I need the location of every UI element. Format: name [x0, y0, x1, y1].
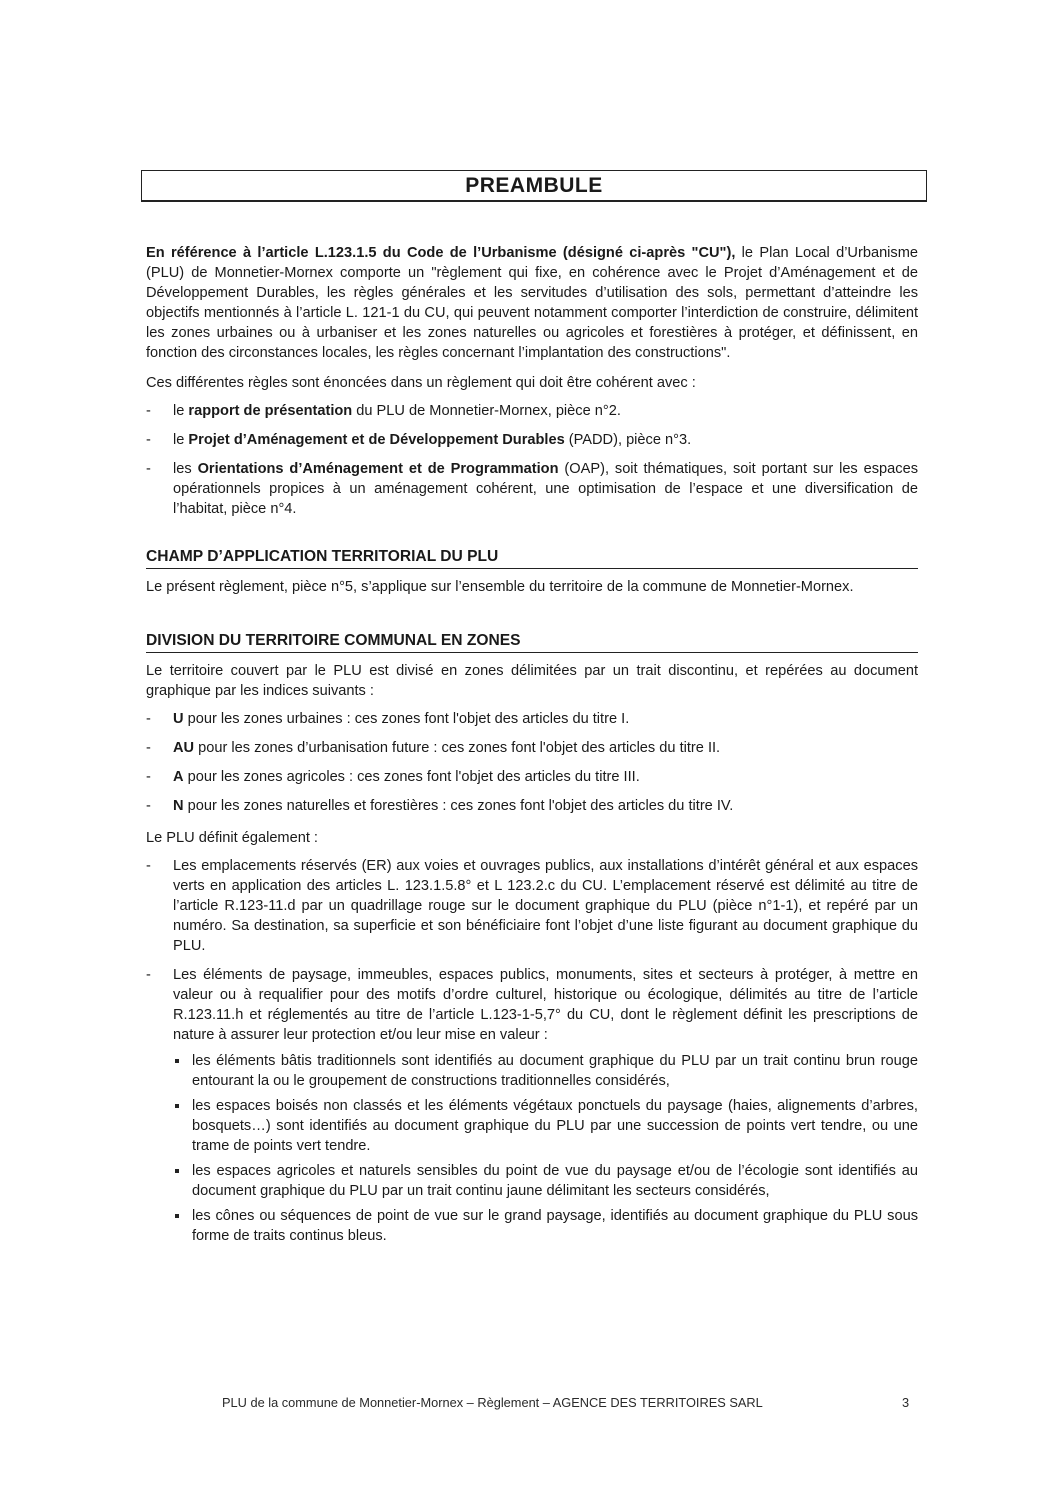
coherence-item: [146, 401, 918, 421]
zone-text: pour les zones naturelles et forestières : ces zones font l'objet des articles du titre IV.: [183, 798, 734, 814]
coherence-item: [146, 459, 918, 519]
title-box: [141, 170, 927, 202]
page-number: 3: [902, 1395, 910, 1410]
item-suffix: (OAP), soit thématiques, soit portant sur les espaces opérationnels propices à un aménagement cohérent, une optimisation de l’espace et une diversification de l’habitat, pièce n°4.: [173, 461, 918, 517]
intro-text: le Plan Local d’Urbanisme (PLU) de Monnetier-Mornex comporte un "règlement qui fixe, en cohérence avec le Projet d’Aménagement et de Développement Durables, les règles générales et les servitudes d’utilisation des sols, permettant d’atteindre les objectifs mentionnés à l’article L. 121-1 du CU, qui peuvent notamment comporter l’interdiction de construire, délimitent les zones urbaines ou à urbaniser et les zones naturelles ou agricoles et forestières à protéger, et définissent, en fonction des circonstances locales, les règles concernant l’implantation des constructions".: [146, 245, 918, 361]
item-suffix: du PLU de Monnetier-Mornex, pièce n°2.: [352, 403, 621, 419]
item-suffix: (PADD), pièce n°3.: [564, 432, 692, 448]
also-text: Les éléments de paysage, immeubles, espaces publics, monuments, sites et secteurs à protéger, à mettre en valeur ou à requalifier pour des motifs d’ordre culturel, historique ou écologique, délimités au titre de l’article R.123.11.h et réglementés au titre de l’article L.123-1-5,7° du CU, dont le règlement définit les prescriptions de nature à assurer leur protection et/ou leur mise en valeur :: [173, 967, 918, 1043]
document-body: [146, 243, 918, 1255]
zone-text: pour les zones urbaines : ces zones font l'objet des articles du titre I.: [183, 711, 630, 727]
sub-list: [173, 1051, 918, 1246]
also-item: [146, 856, 918, 956]
sub-item: les éléments bâtis traditionnels sont identifiés au document graphique du PLU par un trait continu brun rouge entourant la ou le groupement de constructions traditionnelles considérés,: [173, 1051, 918, 1091]
footer-text: PLU de la commune de Monnetier-Mornex – Règlement – AGENCE DES TERRITOIRES SARL: [222, 1395, 763, 1410]
also-list: [146, 856, 918, 1246]
zone-code: U: [173, 711, 184, 727]
coherence-list: [146, 401, 918, 519]
zone-item: [146, 767, 918, 787]
sub-item: les cônes ou séquences de point de vue sur le grand paysage, identifiés au document graphique du PLU sous forme de traits continus bleus.: [173, 1206, 918, 1246]
zone-text: pour les zones agricoles : ces zones font l'objet des articles du titre III.: [183, 769, 640, 785]
sub-item: les espaces boisés non classés et les éléments végétaux ponctuels du paysage (haies, alignements d’arbres, bosquets…) sont identifiés au document graphique du PLU par une succession de points vert tendre, ou une trame de points vert tendre.: [173, 1096, 918, 1156]
zone-item: [146, 709, 918, 729]
zone-item: [146, 738, 918, 758]
zone-code: N: [173, 798, 184, 814]
zone-text: pour les zones d’urbanisation future : ces zones font l'objet des articles du titre II.: [194, 740, 721, 756]
item-prefix: le: [173, 432, 189, 448]
section-text-division: Le territoire couvert par le PLU est divisé en zones délimitées par un trait discontinu, et repérées au document graphique par les indices suivants :: [146, 663, 918, 699]
item-bold: Projet d’Aménagement et de Développement Durables: [188, 432, 565, 448]
item-bold: Orientations d’Aménagement et de Programmation: [197, 461, 559, 477]
section-heading-division: DIVISION DU TERRITOIRE COMMUNAL EN ZONES: [146, 631, 918, 653]
intro-bold: En référence à l’article L.123.1.5 du Code de l’Urbanisme (désigné ci-après "CU"),: [146, 245, 736, 261]
zone-code: A: [173, 769, 184, 785]
coherence-item: [146, 430, 918, 450]
also-text: Les emplacements réservés (ER) aux voies et ouvrages publics, aux installations d’intérêt général et aux espaces verts en application des articles L. 123.1.5.8° et L 123.2.c du CU. L’emplacement réservé est délimité au titre de l’article R.123-11.d par un quadrillage rouge sur le document graphique du PLU (pièce n°1-1), et repéré par un numéro. Sa destination, sa superficie et son bénéficiaire font l’objet d’une liste figurant au document graphique du PLU.: [173, 858, 918, 954]
item-prefix: le: [173, 403, 189, 419]
item-bold: rapport de présentation: [188, 403, 353, 419]
intro-paragraph: [146, 243, 918, 363]
sub-item: les espaces agricoles et naturels sensibles du point de vue du paysage et/ou de l’écologie sont identifiés au document graphique du PLU par un trait continu jaune délimitant les secteurs considérés,: [173, 1161, 918, 1201]
page-title: PREAMBULE: [465, 174, 603, 197]
zone-code: AU: [173, 740, 195, 756]
section-heading-champ: CHAMP D’APPLICATION TERRITORIAL DU PLU: [146, 547, 918, 569]
also-item: [146, 965, 918, 1246]
coherence-lead: Ces différentes règles sont énoncées dans un règlement qui doit être cohérent avec :: [146, 375, 696, 391]
zone-item: [146, 796, 918, 816]
item-prefix: les: [173, 461, 198, 477]
zones-list: [146, 709, 918, 816]
section-text-champ: Le présent règlement, pièce n°5, s’applique sur l’ensemble du territoire de la commune de Monnetier-Mornex.: [146, 579, 854, 595]
also-lead: Le PLU définit également :: [146, 830, 318, 846]
